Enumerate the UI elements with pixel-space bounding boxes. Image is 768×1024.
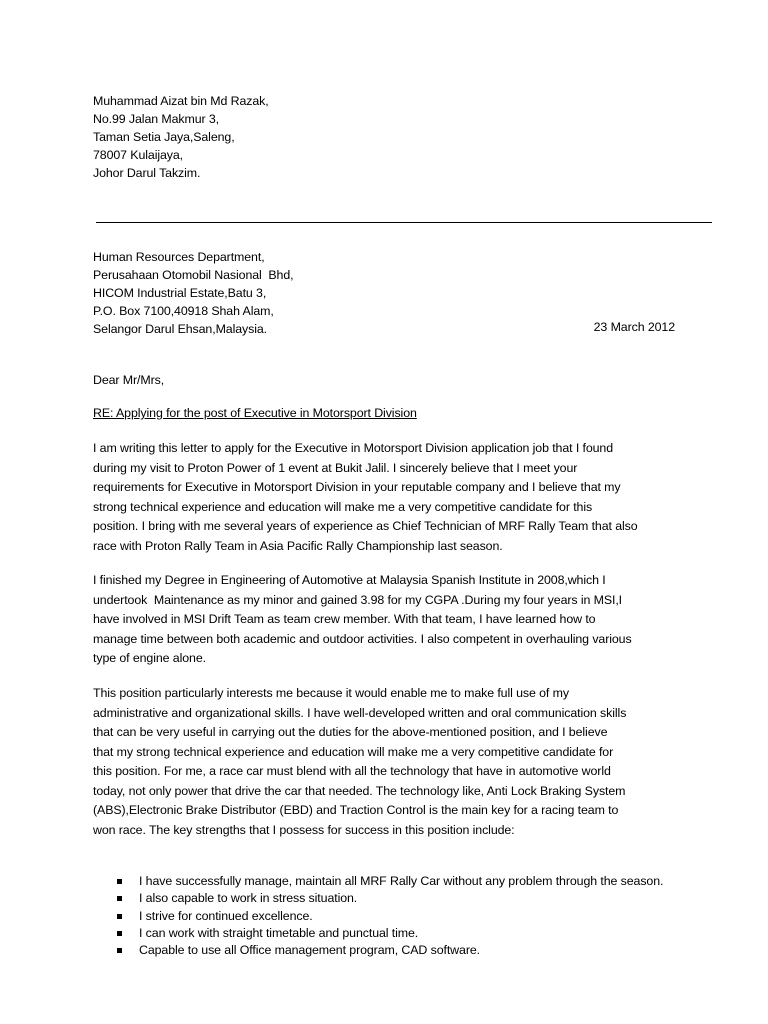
paragraph-line: administrative and organizational skills. I have well-developed written and oral communication skills xyxy=(93,705,627,720)
paragraph-line: undertook Maintenance as my minor and gained 3.98 for my CGPA .During my four years in MSI,I xyxy=(93,592,623,607)
square-bullet-icon xyxy=(117,879,122,884)
recipient-address-line: HICOM Industrial Estate,Batu 3, xyxy=(93,286,267,300)
paragraph-line: manage time between both academic and outdoor activities. I also competent in overhauling various xyxy=(93,631,632,646)
recipient-address-line: P.O. Box 7100,40918 Shah Alam, xyxy=(93,304,274,318)
paragraph-line: today, not only power that drive the car that needed. The technology like, Anti Lock Braking System xyxy=(93,783,626,798)
paragraph-line: this position. For me, a race car must blend with all the technology that have in automotive world xyxy=(93,764,611,778)
paragraph-line: position. I bring with me several years of experience as Chief Technician of MRF Rally Team that also xyxy=(93,519,638,533)
paragraph-line: won race. The key strengths that I possess for success in this position include: xyxy=(93,822,515,837)
paragraph-line: have involved in MSI Drift Team as team crew member. With that team, I have learned how to xyxy=(93,612,596,626)
sender-address-line: Johor Darul Takzim. xyxy=(93,166,201,180)
square-bullet-icon xyxy=(117,931,122,936)
recipient-address-line: Perusahaan Otomobil Nasional Bhd, xyxy=(93,268,294,282)
horizontal-divider xyxy=(96,222,712,223)
square-bullet-icon xyxy=(117,948,122,953)
list-item xyxy=(114,908,675,925)
sender-address-line: Taman Setia Jaya,Saleng, xyxy=(93,130,235,144)
paragraph-line: I finished my Degree in Engineering of Automotive at Malaysia Spanish Institute in 2008,which I xyxy=(93,573,606,587)
list-item xyxy=(114,925,675,942)
sender-address-line: 78007 Kulaijaya, xyxy=(93,148,184,162)
list-item-text: I strive for continued excellence. xyxy=(139,908,313,923)
list-item xyxy=(114,942,675,959)
list-item xyxy=(114,873,675,890)
paragraph-line: requirements for Executive in Motorsport Division in your reputable company and I believe that my xyxy=(93,480,621,494)
paragraph-line: strong technical experience and education will make me a very competitive candidate for this xyxy=(93,499,593,514)
paragraph-line: that can be very useful in carrying out the duties for the above-mentioned position, and I believe xyxy=(93,725,608,739)
paragraph-line: This position particularly interests me because it would enable me to make full use of my xyxy=(93,686,569,700)
list-item-text: I also capable to work in stress situation. xyxy=(139,891,358,906)
body-paragraph-3 xyxy=(93,684,675,840)
paragraph-line: I am writing this letter to apply for the Executive in Motorsport Division application job that I found xyxy=(93,441,614,455)
body-paragraph-2 xyxy=(93,571,675,669)
paragraph-line: race with Proton Rally Team in Asia Pacific Rally Championship last season. xyxy=(93,538,503,553)
list-item-text: I have successfully manage, maintain all MRF Rally Car without any problem through the season. xyxy=(139,874,664,888)
key-strengths-list xyxy=(114,873,675,959)
body-paragraph-1 xyxy=(93,439,675,556)
recipient-address-line: Selangor Darul Ehsan,Malaysia. xyxy=(93,322,268,336)
paragraph-line: during my visit to Proton Power of 1 event at Bukit Jalil. I sincerely believe that I meet your xyxy=(93,460,578,475)
sender-address-line: Muhammad Aizat bin Md Razak, xyxy=(93,94,269,108)
paragraph-line: type of engine alone. xyxy=(93,651,206,665)
salutation: Dear Mr/Mrs, xyxy=(93,373,165,387)
sender-address xyxy=(93,92,675,182)
list-item xyxy=(114,890,675,907)
recipient-address xyxy=(93,248,675,338)
recipient-address-line: Human Resources Department, xyxy=(93,250,265,264)
sender-address-line: No.99 Jalan Makmur 3, xyxy=(93,112,219,126)
letter-date: 23 March 2012 xyxy=(593,320,675,334)
paragraph-line: (ABS),Electronic Brake Distributor (EBD) and Traction Control is the main key for a racing team to xyxy=(93,803,619,817)
paragraph-line: that my strong technical experience and education will make me a very competitive candidate for xyxy=(93,744,614,759)
square-bullet-icon xyxy=(117,914,122,919)
list-item-text: Capable to use all Office management program, CAD software. xyxy=(139,943,480,958)
square-bullet-icon xyxy=(117,896,122,901)
list-item-text: I can work with straight timetable and punctual time. xyxy=(139,925,419,940)
subject-line: RE: Applying for the post of Executive in Motorsport Division xyxy=(93,406,417,420)
